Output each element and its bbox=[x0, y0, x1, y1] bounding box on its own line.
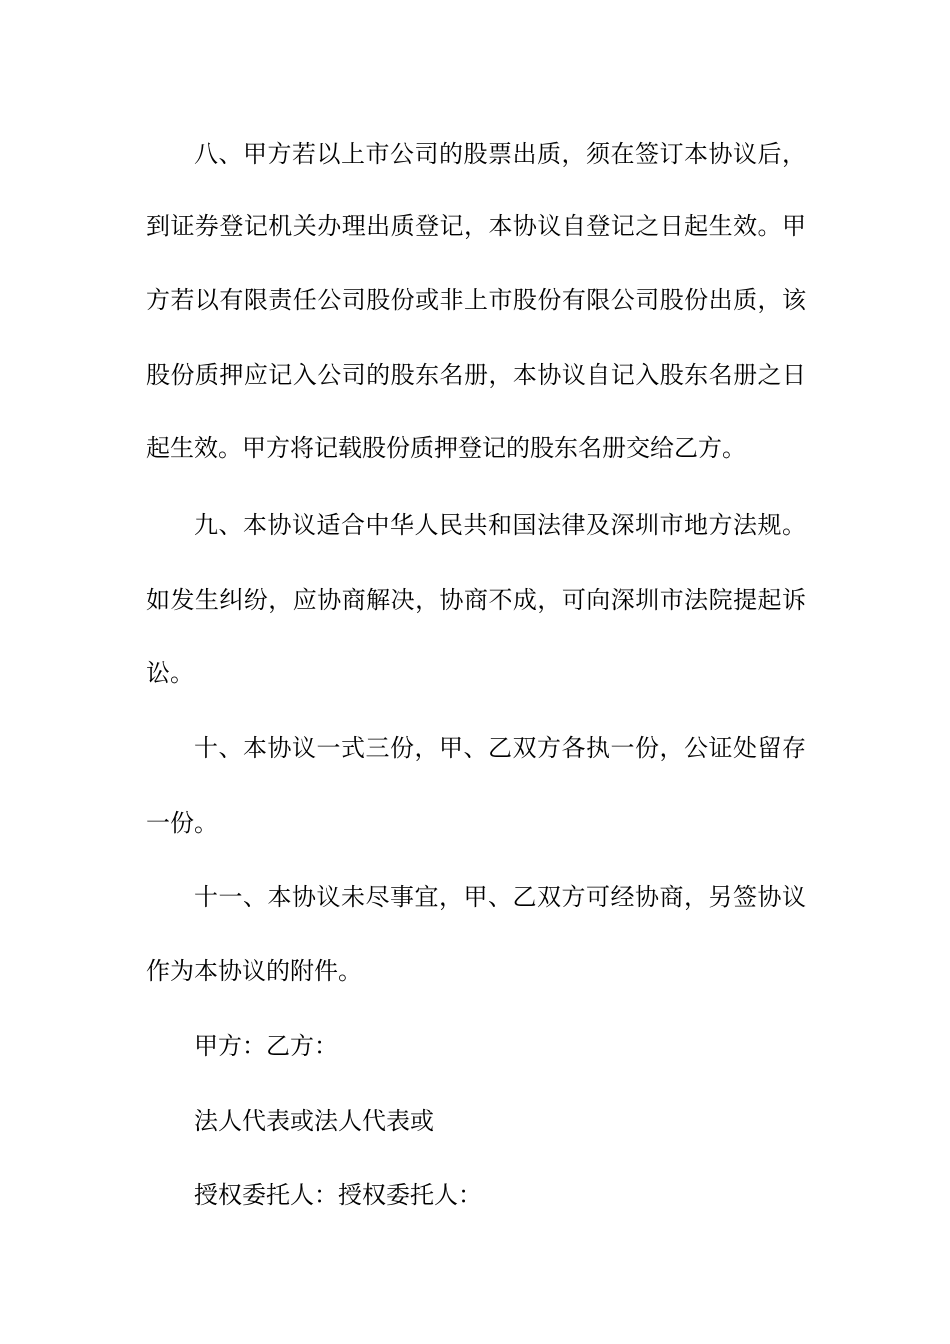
clause-10-line-2: 一份。 bbox=[146, 809, 218, 837]
signature-authorized-line: 授权委托人：授权委托人： bbox=[194, 1181, 482, 1209]
clause-10-line-1: 十、本协议一式三份，甲、乙双方各执一份，公证处留存 bbox=[194, 734, 806, 762]
clause-11-line-1: 十一、本协议未尽事宜，甲、乙双方可经协商，另签协议 bbox=[194, 883, 806, 911]
clause-8-line-1: 八、甲方若以上市公司的股票出质，须在签订本协议后， bbox=[194, 140, 806, 168]
clause-11-line-2: 作为本协议的附件。 bbox=[146, 957, 362, 985]
signature-representative-line: 法人代表或法人代表或 bbox=[194, 1107, 434, 1135]
clause-9-line-2: 如发生纠纷，应协商解决，协商不成，可向深圳市法院提起诉 bbox=[146, 586, 806, 614]
clause-8-line-4: 股份质押应记入公司的股东名册，本协议自记入股东名册之日 bbox=[146, 361, 806, 389]
clause-8-line-2: 到证券登记机关办理出质登记，本协议自登记之日起生效。甲 bbox=[146, 212, 806, 240]
clause-8-line-5: 起生效。甲方将记载股份质押登记的股东名册交给乙方。 bbox=[146, 434, 746, 462]
clause-8-line-3: 方若以有限责任公司股份或非上市股份有限公司股份出质，该 bbox=[146, 286, 806, 314]
signature-parties-line: 甲方：乙方： bbox=[194, 1032, 338, 1060]
clause-9-line-3: 讼。 bbox=[146, 659, 194, 687]
clause-9-line-1: 九、本协议适合中华人民共和国法律及深圳市地方法规。 bbox=[194, 511, 806, 539]
